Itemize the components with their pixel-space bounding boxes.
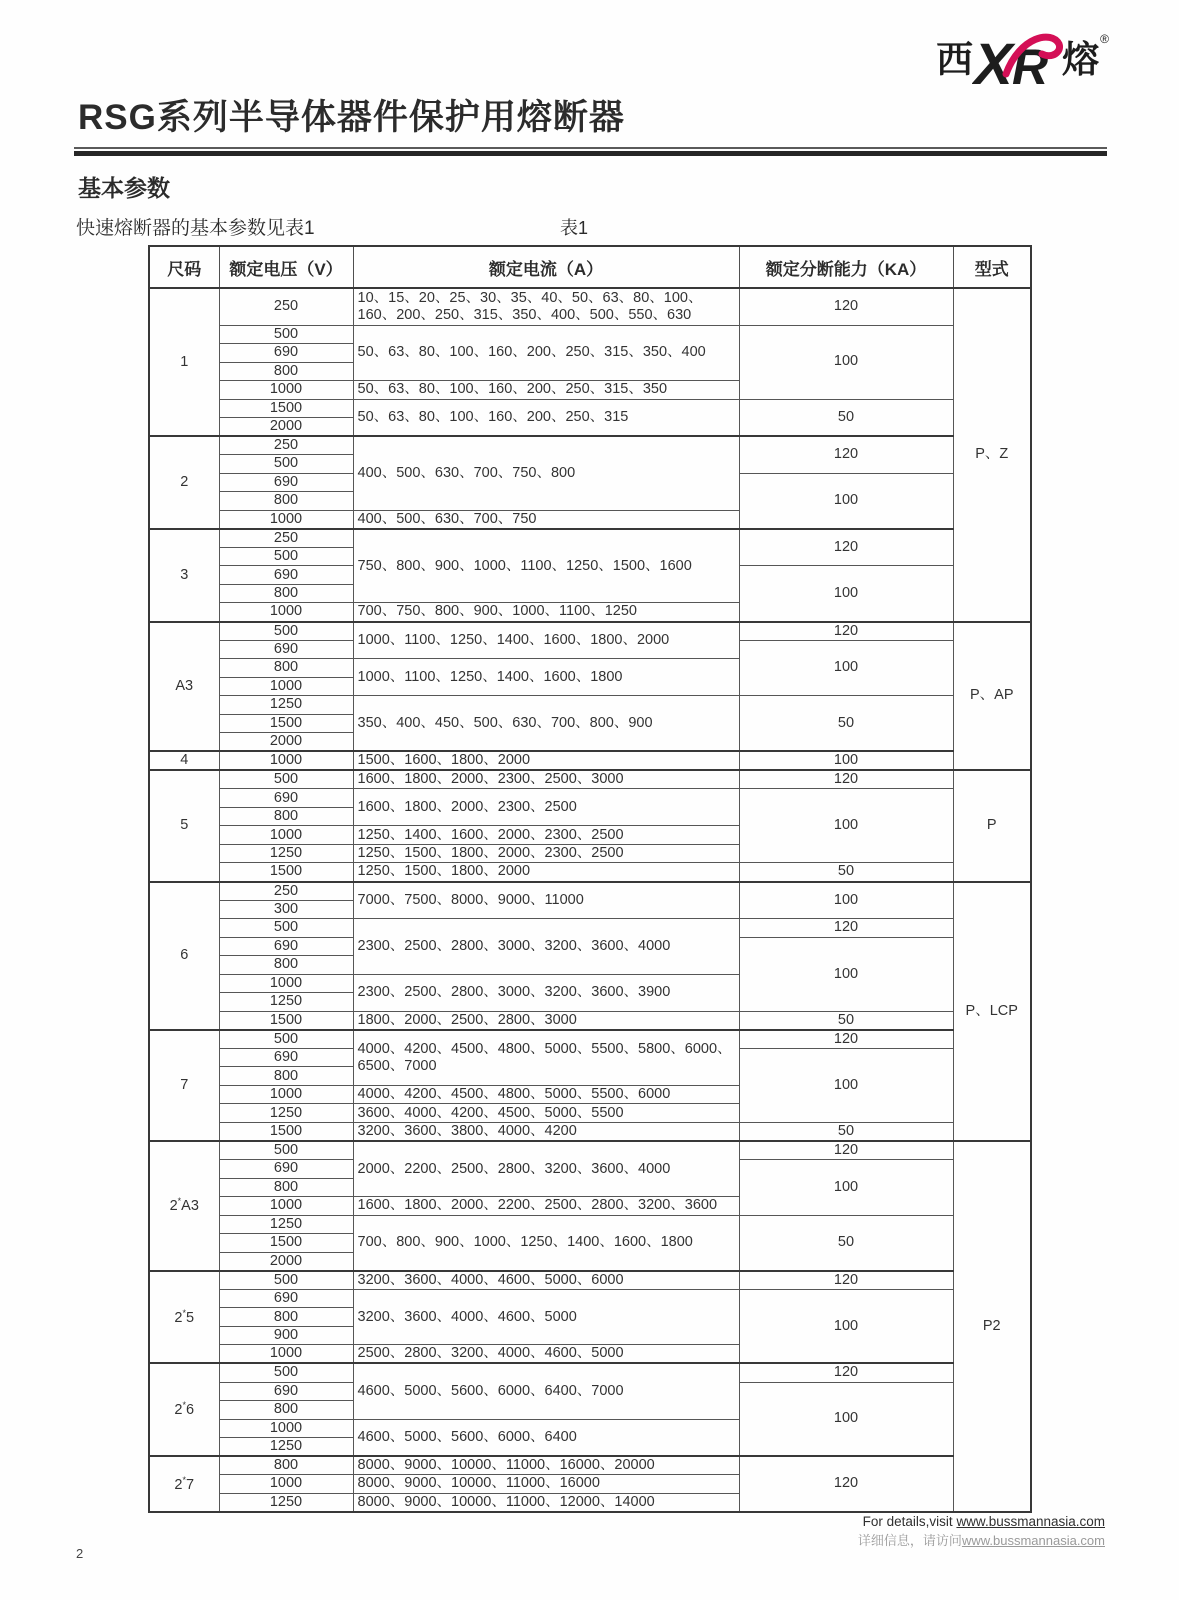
cell-ka: 50 [739, 863, 953, 882]
cell-volt: 1250 [219, 1104, 353, 1123]
cell-curr: 400、500、630、700、750、800 [353, 436, 739, 510]
cell-ka: 100 [739, 1048, 953, 1122]
cell-volt: 1000 [219, 1475, 353, 1494]
cell-volt: 1250 [219, 844, 353, 863]
cell-curr: 3200、3600、3800、4000、4200 [353, 1122, 739, 1141]
cell-volt: 1000 [219, 677, 353, 696]
cell-curr: 1250、1500、1800、2000、2300、2500 [353, 844, 739, 863]
cell-volt: 800 [219, 362, 353, 381]
cell-volt: 500 [219, 1141, 353, 1160]
cell-volt: 1500 [219, 1234, 353, 1253]
cell-size: 2 [149, 436, 219, 529]
cell-volt: 690 [219, 789, 353, 808]
cell-volt: 690 [219, 344, 353, 363]
section-heading: 基本参数 [78, 175, 170, 201]
cell-volt: 500 [219, 1271, 353, 1290]
cell-volt: 1250 [219, 993, 353, 1012]
cell-curr: 2300、2500、2800、3000、3200、3600、4000 [353, 919, 739, 975]
cell-size: 7 [149, 1030, 219, 1141]
cell-type: P、AP [953, 622, 1031, 771]
cell-ka: 120 [739, 770, 953, 789]
cell-volt: 690 [219, 937, 353, 956]
cell-volt: 250 [219, 436, 353, 455]
cell-curr: 4600、5000、5600、6000、6400、7000 [353, 1363, 739, 1419]
cell-volt: 1250 [219, 696, 353, 715]
cell-curr: 50、63、80、100、160、200、250、315 [353, 399, 739, 436]
cell-curr: 1250、1500、1800、2000 [353, 863, 739, 882]
cell-ka: 100 [739, 640, 953, 696]
table-intro-text: 快速熔断器的基本参数见表1 [76, 218, 315, 239]
cell-curr: 3200、3600、4000、4600、5000 [353, 1289, 739, 1345]
cell-volt: 690 [219, 640, 353, 659]
column-header: 额定电压（V） [219, 246, 353, 288]
cell-curr: 4000、4200、4500、4800、5000、5500、6000 [353, 1085, 739, 1104]
cell-volt: 800 [219, 492, 353, 511]
cell-volt: 1000 [219, 381, 353, 400]
cell-curr: 1800、2000、2500、2800、3000 [353, 1011, 739, 1030]
cell-volt: 800 [219, 584, 353, 603]
cell-curr: 1250、1400、1600、2000、2300、2500 [353, 826, 739, 845]
cell-volt: 690 [219, 1289, 353, 1308]
cell-volt: 800 [219, 659, 353, 678]
cell-curr: 3200、3600、4000、4600、5000、6000 [353, 1271, 739, 1290]
page-title: RSG系列半导体器件保护用熔断器 [78, 98, 625, 137]
cell-volt: 2000 [219, 418, 353, 437]
cell-volt: 500 [219, 325, 353, 344]
cell-volt: 1250 [219, 1438, 353, 1457]
cell-type: P、Z [953, 288, 1031, 622]
cell-ka: 100 [739, 937, 953, 1011]
cell-type: P [953, 770, 1031, 881]
cell-size: 2*7 [149, 1456, 219, 1512]
cell-volt: 1000 [219, 974, 353, 993]
cell-curr: 1500、1600、1800、2000 [353, 751, 739, 770]
cell-volt: 250 [219, 529, 353, 548]
cell-size: 2*5 [149, 1271, 219, 1364]
footer-url-cn[interactable]: www.bussmannasia.com [961, 1532, 1105, 1548]
cell-size: 3 [149, 529, 219, 622]
cell-ka: 120 [739, 1363, 953, 1382]
cell-curr: 8000、9000、10000、11000、12000、14000 [353, 1493, 739, 1512]
cell-volt: 500 [219, 770, 353, 789]
cell-volt: 690 [219, 1160, 353, 1179]
cell-curr: 50、63、80、100、160、200、250、315、350、400 [353, 325, 739, 381]
cell-curr: 700、800、900、1000、1250、1400、1600、1800 [353, 1215, 739, 1271]
page-number: 2 [76, 1546, 84, 1561]
brand-logo [936, 30, 1109, 92]
page-footer [858, 1512, 1105, 1550]
cell-volt: 800 [219, 1401, 353, 1420]
cell-volt: 1000 [219, 826, 353, 845]
cell-volt: 1000 [219, 751, 353, 770]
cell-volt: 1000 [219, 510, 353, 529]
cell-ka: 50 [739, 1011, 953, 1030]
cell-volt: 250 [219, 882, 353, 901]
footer-url-en[interactable]: www.bussmannasia.com [956, 1514, 1105, 1529]
cell-curr: 1600、1800、2000、2300、2500 [353, 789, 739, 826]
logo-left-character: 西 [936, 39, 975, 80]
cell-curr: 7000、7500、8000、9000、11000 [353, 882, 739, 919]
cell-volt: 500 [219, 1363, 353, 1382]
column-header: 额定分断能力（KA） [739, 246, 953, 288]
cell-size: A3 [149, 622, 219, 752]
cell-curr: 8000、9000、10000、11000、16000、20000 [353, 1456, 739, 1475]
cell-ka: 120 [739, 622, 953, 641]
cell-size: 4 [149, 751, 219, 770]
cell-curr: 1600、1800、2000、2200、2500、2800、3200、3600 [353, 1197, 739, 1216]
spec-table [148, 245, 1032, 1513]
cell-curr: 4600、5000、5600、6000、6400 [353, 1419, 739, 1456]
cell-curr: 2500、2800、3200、4000、4600、5000 [353, 1345, 739, 1364]
cell-curr: 750、800、900、1000、1100、1250、1500、1600 [353, 529, 739, 603]
cell-volt: 500 [219, 622, 353, 641]
cell-curr: 2300、2500、2800、3000、3200、3600、3900 [353, 974, 739, 1011]
cell-curr: 50、63、80、100、160、200、250、315、350 [353, 381, 739, 400]
cell-volt: 800 [219, 956, 353, 975]
cell-curr: 1600、1800、2000、2300、2500、3000 [353, 770, 739, 789]
cell-volt: 1000 [219, 1197, 353, 1216]
cell-size: 6 [149, 882, 219, 1030]
svg-text:X: X [974, 32, 1013, 92]
cell-ka: 120 [739, 1271, 953, 1290]
cell-ka: 50 [739, 399, 953, 436]
column-header: 额定电流（A） [353, 246, 739, 288]
cell-volt: 690 [219, 473, 353, 492]
cell-volt: 1000 [219, 1085, 353, 1104]
cell-volt: 1000 [219, 1345, 353, 1364]
cell-curr: 350、400、450、500、630、700、800、900 [353, 696, 739, 752]
cell-volt: 800 [219, 1067, 353, 1086]
cell-ka: 50 [739, 1215, 953, 1271]
cell-curr: 10、15、20、25、30、35、40、50、63、80、100、160、200、250、315、350、400、500、550、630 [353, 288, 739, 325]
logo-xr-mark-icon [972, 30, 1064, 92]
cell-volt: 1250 [219, 1215, 353, 1234]
cell-ka: 120 [739, 288, 953, 325]
cell-ka: 120 [739, 1030, 953, 1049]
cell-volt: 800 [219, 1308, 353, 1327]
cell-volt: 690 [219, 566, 353, 585]
cell-volt: 1250 [219, 1493, 353, 1512]
cell-volt: 800 [219, 1456, 353, 1475]
cell-ka: 120 [739, 436, 953, 473]
cell-size: 1 [149, 288, 219, 436]
svg-text:R: R [1012, 39, 1049, 92]
cell-curr: 700、750、800、900、1000、1100、1250 [353, 603, 739, 622]
cell-ka: 120 [739, 1456, 953, 1512]
cell-volt: 250 [219, 288, 353, 325]
footer-en-text: For details,visit [862, 1514, 957, 1529]
cell-volt: 1500 [219, 1122, 353, 1141]
cell-volt: 900 [219, 1326, 353, 1345]
cell-ka: 100 [739, 473, 953, 529]
cell-ka: 100 [739, 751, 953, 770]
cell-curr: 400、500、630、700、750 [353, 510, 739, 529]
cell-volt: 690 [219, 1382, 353, 1401]
cell-ka: 100 [739, 1160, 953, 1216]
cell-curr: 1000、1100、1250、1400、1600、1800 [353, 659, 739, 696]
cell-size: 2*6 [149, 1363, 219, 1456]
cell-ka: 50 [739, 1122, 953, 1141]
cell-size: 5 [149, 770, 219, 881]
cell-size: 2*A3 [149, 1141, 219, 1271]
cell-type: P、LCP [953, 882, 1031, 1141]
cell-ka: 120 [739, 1141, 953, 1160]
cell-ka: 100 [739, 789, 953, 863]
cell-ka: 50 [739, 696, 953, 752]
cell-volt: 500 [219, 547, 353, 566]
cell-curr: 8000、9000、10000、11000、16000 [353, 1475, 739, 1494]
cell-volt: 690 [219, 1048, 353, 1067]
cell-ka: 100 [739, 1382, 953, 1456]
cell-ka: 100 [739, 566, 953, 622]
cell-volt: 800 [219, 807, 353, 826]
cell-curr: 4000、4200、4500、4800、5000、5500、5800、6000、6500、7000 [353, 1030, 739, 1086]
cell-curr: 2000、2200、2500、2800、3200、3600、4000 [353, 1141, 739, 1197]
cell-ka: 100 [739, 882, 953, 919]
cell-volt: 1500 [219, 1011, 353, 1030]
footer-line-en [858, 1512, 1105, 1532]
cell-volt: 500 [219, 919, 353, 938]
logo-right-character: 熔 [1062, 39, 1101, 80]
cell-volt: 500 [219, 455, 353, 474]
cell-volt: 1500 [219, 399, 353, 418]
cell-type: P2 [953, 1141, 1031, 1512]
column-header: 型式 [953, 246, 1031, 288]
cell-volt: 1500 [219, 863, 353, 882]
cell-ka: 100 [739, 1289, 953, 1363]
footer-cn-text: 详细信息，请访问 [857, 1532, 962, 1548]
column-header: 尺码 [149, 246, 219, 288]
cell-curr: 3600、4000、4200、4500、5000、5500 [353, 1104, 739, 1123]
cell-volt: 1500 [219, 714, 353, 733]
cell-ka: 120 [739, 529, 953, 566]
table-caption: 表1 [560, 218, 589, 238]
cell-volt: 1000 [219, 1419, 353, 1438]
cell-ka: 120 [739, 919, 953, 938]
title-rule [74, 147, 1107, 156]
cell-volt: 300 [219, 900, 353, 919]
cell-volt: 500 [219, 1030, 353, 1049]
cell-volt: 800 [219, 1178, 353, 1197]
registered-trademark-icon: ® [1100, 32, 1109, 46]
cell-ka: 100 [739, 325, 953, 399]
cell-volt: 2000 [219, 733, 353, 752]
cell-curr: 1000、1100、1250、1400、1600、1800、2000 [353, 622, 739, 659]
footer-line-cn [858, 1532, 1105, 1551]
cell-volt: 2000 [219, 1252, 353, 1271]
cell-volt: 1000 [219, 603, 353, 622]
